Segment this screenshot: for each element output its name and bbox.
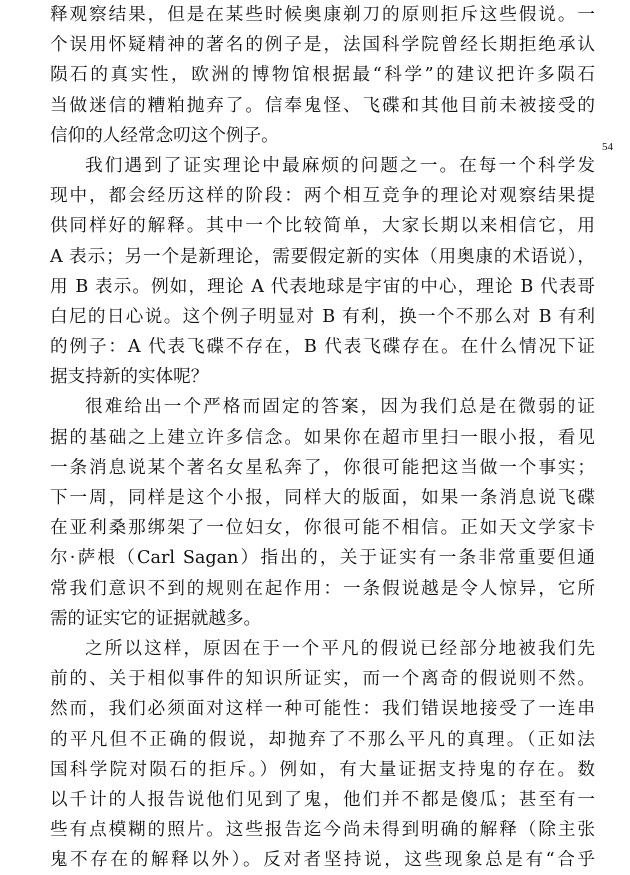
text-line: 在亚利桑那绑架了一位妇女，你很可能不相信。正如天文学家卡	[50, 518, 595, 539]
text-line: 尔·萨根（Carl Sagan）指出的，关于证实有一条非常重要但通	[50, 548, 595, 569]
text-line: 白尼的日心说。这个例子明显对 B 有利，换一个不那么对 B 有利	[50, 306, 595, 327]
text-line: 一条消息说某个著名女星私奔了，你很可能把这当做一个事实；	[50, 457, 595, 478]
text-line: 鬼不存在的解释以外）。反对者坚持说，这些现象总是有“合乎	[50, 850, 595, 871]
text-line: 个误用怀疑精神的著名的例子是，法国科学院曾经长期拒绝承认	[50, 35, 595, 56]
text-line: 陨石的真实性，欧洲的博物馆根据最“科学”的建议把许多陨石	[50, 65, 595, 86]
text-line: 信仰的人经常念叨这个例子。	[50, 125, 279, 146]
text-line: 用 B 表示。例如，理论 A 代表地球是宇宙的中心，理论 B 代表哥	[50, 276, 595, 297]
paragraph-start-line: 我们遇到了证实理论中最麻烦的问题之一。在每一个科学发	[85, 155, 595, 176]
text-line: 的例子：A 代表飞碟不存在，B 代表飞碟存在。在什么情况下证	[50, 337, 595, 358]
text-line: 以千计的人报告说他们见到了鬼，他们并不都是傻瓜；甚至有一	[50, 789, 595, 810]
text-line: 供同样好的解释。其中一个比较简单，大家长期以来相信它，用	[50, 216, 595, 237]
text-line: 需的证实它的证据就越多。	[50, 608, 262, 629]
text-line: A 表示；另一个是新理论，需要假定新的实体（用奥康的术语说），	[50, 246, 595, 267]
paragraph-start-line: 之所以这样，原因在于一个平凡的假说已经部分地被我们先	[85, 638, 595, 659]
paragraph-start-line: 很难给出一个严格而固定的答案，因为我们总是在微弱的证	[85, 397, 595, 418]
margin-page-number: 54	[602, 141, 613, 153]
body-text	[50, 0, 595, 875]
text-line: 常我们意识不到的规则在起作用：一条假说越是令人惊异，它所	[50, 578, 595, 599]
text-line: 的平凡但不正确的假说，却抛弃了不那么平凡的真理。（正如法	[50, 729, 595, 750]
text-line: 现中，都会经历这样的阶段：两个相互竞争的理论对观察结果提	[50, 186, 595, 207]
text-line: 当做迷信的糟粕抛弃了。信奉鬼怪、飞碟和其他目前未被接受的	[50, 95, 595, 116]
text-line: 些有点模糊的照片。这些报告迄今尚未得到明确的解释（除主张	[50, 820, 595, 841]
text-line: 释观察结果，但是在某些时候奥康剃刀的原则拒斥这些假说。一	[50, 5, 595, 25]
text-line: 国科学院对陨石的拒斥。）例如，有大量证据支持鬼的存在。数	[50, 759, 595, 780]
text-line: 据的基础之上建立许多信念。如果你在超市里扫一眼小报，看见	[50, 427, 595, 448]
text-line: 下一周，同样是这个小报，同样大的版面，如果一条消息说飞碟	[50, 488, 595, 508]
text-line: 前的、关于相似事件的知识所证实，而一个离奇的假说则不然。	[50, 669, 595, 690]
text-line: 然而，我们必须面对这样一种可能性：我们错误地接受了一连串	[50, 699, 595, 720]
text-line: 据支持新的实体呢？	[50, 367, 209, 388]
